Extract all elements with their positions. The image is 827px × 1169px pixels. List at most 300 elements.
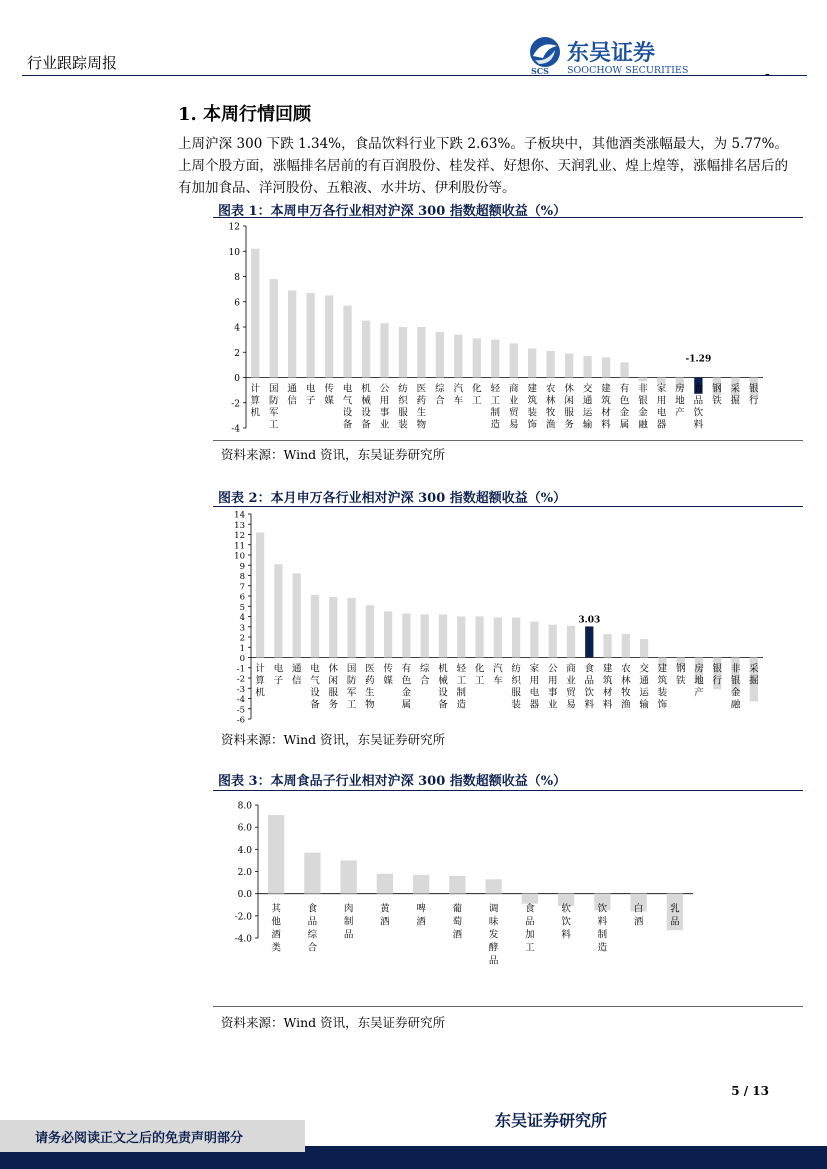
x-tick-label: 融	[638, 419, 648, 431]
bar	[306, 293, 314, 378]
x-tick-label: 饮	[693, 407, 704, 419]
x-tick-label: 料	[601, 419, 611, 431]
footer-org: 东吴证券研究所	[495, 1111, 608, 1130]
y-tick-label: 8	[234, 273, 240, 283]
logo-mark-icon	[530, 37, 560, 67]
bar	[377, 874, 393, 894]
x-tick-label: 料	[602, 699, 613, 711]
y-tick-label: 3	[239, 623, 245, 634]
x-tick-label: 轻	[456, 663, 467, 675]
x-tick-label: 备	[342, 419, 353, 431]
figure-3-bottom-rule	[213, 1006, 803, 1007]
x-tick-label: 织	[398, 395, 408, 407]
x-tick-label: 工	[472, 395, 482, 407]
x-tick-label: 铁	[675, 675, 686, 687]
x-tick-label: 务	[564, 419, 574, 431]
figure-3-source: 资料来源：Wind 资讯，东吴证券研究所	[221, 1015, 446, 1030]
x-tick-label: 渔	[545, 419, 556, 431]
x-tick-label: 属	[619, 419, 630, 431]
x-tick-label: 国	[346, 663, 357, 675]
y-tick-label: 2.0	[237, 868, 252, 878]
bar	[340, 860, 356, 893]
x-tick-label: 汽	[493, 663, 503, 675]
bar	[311, 595, 319, 658]
x-tick-label: 气	[342, 395, 353, 407]
x-tick-label: 电	[305, 383, 316, 395]
x-tick-label: 品	[343, 929, 354, 941]
bar	[547, 351, 555, 378]
x-tick-label: 加	[525, 929, 535, 941]
y-tick-label: 4.0	[237, 845, 252, 856]
bar	[475, 617, 483, 658]
x-tick-label: 业	[379, 419, 390, 431]
bar	[268, 815, 284, 894]
x-tick-label: 造	[456, 699, 467, 711]
x-tick-label: 行	[712, 675, 723, 687]
x-tick-label: 非	[730, 663, 741, 675]
x-tick-label: 车	[453, 395, 464, 407]
x-tick-label: 行	[749, 395, 759, 407]
x-tick-label: 料	[693, 419, 704, 431]
header-dash: -	[765, 66, 770, 82]
x-tick-label: 公	[547, 663, 558, 675]
x-tick-label: 休	[328, 663, 339, 675]
x-tick-label: 电	[342, 383, 353, 395]
x-tick-label: 地	[694, 675, 704, 687]
x-tick-label: 用	[529, 675, 540, 687]
x-tick-label: 品	[488, 955, 499, 967]
x-tick-label: 交	[582, 383, 593, 395]
figure-1-source: 资料来源：Wind 资讯，东吴证券研究所	[221, 447, 446, 462]
bar	[449, 876, 465, 894]
x-tick-label: 合	[307, 942, 318, 954]
bar	[528, 348, 536, 377]
bar	[522, 894, 538, 904]
y-tick-label: 6	[234, 298, 240, 309]
y-tick-label: 0.0	[237, 890, 252, 901]
x-tick-label: 商	[508, 383, 519, 395]
x-tick-label: 药	[416, 395, 427, 407]
x-tick-label: 服	[564, 407, 574, 419]
x-tick-label: 闲	[328, 675, 339, 687]
x-tick-label: 渔	[621, 699, 631, 711]
x-tick-label: 器	[529, 699, 540, 711]
x-tick-label: 类	[271, 942, 281, 954]
x-tick-label: 啤	[416, 903, 426, 915]
bar	[402, 613, 410, 657]
bar	[603, 634, 611, 658]
x-tick-label: 公	[379, 383, 390, 395]
x-tick-label: 白	[633, 903, 644, 915]
x-tick-label: 电	[273, 663, 284, 675]
x-tick-label: 国	[268, 383, 279, 395]
page-number: 5 / 13	[731, 1084, 769, 1098]
x-tick-label: 银	[730, 675, 741, 687]
x-tick-label: 运	[639, 687, 649, 699]
x-tick-label: 银	[638, 395, 648, 407]
bar	[421, 614, 429, 657]
figure-3-chart	[213, 791, 803, 1003]
x-tick-label: 建	[601, 383, 611, 395]
y-tick-label: -5	[236, 705, 245, 716]
x-tick-label: 农	[545, 383, 556, 395]
bar	[639, 378, 647, 382]
logo-cn-text: 东吴证券	[567, 40, 656, 66]
x-tick-label: 筑	[527, 395, 537, 407]
bar	[439, 614, 447, 657]
x-tick-label: 产	[675, 407, 685, 419]
x-tick-label: 他	[271, 916, 281, 928]
x-tick-label: 料	[597, 916, 608, 928]
x-tick-label: 用	[547, 675, 558, 687]
x-tick-label: 媒	[383, 675, 393, 687]
y-tick-label: 11	[234, 541, 245, 552]
x-tick-label: 药	[365, 675, 375, 687]
bar	[454, 335, 462, 378]
x-tick-label: 装	[527, 407, 537, 419]
x-tick-label: 装	[398, 419, 408, 431]
bar	[485, 879, 501, 893]
x-tick-label: 葡	[452, 903, 463, 915]
figure-1-chart	[213, 218, 803, 436]
bar	[251, 249, 259, 378]
x-tick-label: 肉	[343, 903, 354, 915]
data-label: 3.03	[578, 615, 601, 626]
figure-2-source: 资料来源：Wind 资讯，东吴证券研究所	[221, 732, 446, 747]
x-tick-label: 软	[561, 903, 571, 915]
bar	[567, 626, 575, 658]
bar	[329, 597, 337, 657]
data-label: -1.29	[685, 354, 712, 365]
x-tick-label: 融	[730, 699, 741, 711]
x-tick-label: 输	[639, 699, 649, 711]
y-tick-label: 8	[239, 572, 245, 582]
x-tick-label: 合	[435, 395, 445, 407]
x-tick-label: 乳	[670, 903, 680, 915]
x-tick-label: 林	[545, 395, 556, 407]
x-tick-label: 物	[416, 419, 427, 431]
x-tick-label: 防	[268, 395, 279, 407]
x-tick-label: 气	[310, 675, 320, 687]
x-tick-label: 综	[307, 929, 318, 941]
y-tick-label: -2	[236, 674, 245, 685]
x-tick-label: 钢	[712, 383, 722, 395]
x-tick-label: 信	[291, 675, 302, 687]
x-tick-label: 非	[638, 383, 648, 395]
figure-1-bottom-rule	[213, 440, 803, 441]
x-tick-label: 调	[488, 903, 499, 915]
bar	[274, 564, 282, 657]
bar	[256, 532, 264, 657]
x-tick-label: 掘	[730, 395, 741, 407]
x-tick-label: 易	[566, 699, 576, 711]
bar	[436, 332, 444, 377]
x-tick-label: 医	[416, 383, 427, 395]
x-tick-label: 味	[488, 916, 499, 928]
x-tick-label: 物	[365, 699, 375, 711]
x-tick-label: 有	[619, 383, 630, 395]
x-tick-label: 房	[694, 663, 704, 675]
y-tick-label: -3	[236, 684, 245, 695]
x-tick-label: 装	[657, 687, 668, 699]
x-tick-label: 饮	[584, 687, 595, 699]
figure-3-title: 图表 3：本周食品子行业相对沪深 300 指数超额收益（%）	[218, 774, 567, 789]
bar	[343, 306, 351, 378]
x-tick-label: 制	[343, 916, 354, 928]
x-tick-label: 设	[342, 407, 353, 419]
header-divider	[22, 75, 807, 76]
x-tick-label: 牧	[545, 407, 556, 419]
x-tick-label: 机	[250, 407, 260, 419]
x-tick-label: 酒	[633, 916, 644, 928]
bar	[270, 279, 278, 377]
x-tick-label: 织	[511, 675, 521, 687]
y-tick-label: -2	[231, 399, 240, 410]
x-tick-label: 制	[490, 407, 501, 419]
x-tick-label: 易	[508, 419, 519, 431]
bar	[549, 625, 557, 658]
figure-2-chart	[213, 507, 803, 725]
x-tick-label: 铁	[712, 395, 722, 407]
x-tick-label: 服	[511, 687, 521, 699]
x-tick-label: 运	[582, 407, 593, 419]
x-tick-label: 机	[361, 383, 371, 395]
logo-mark-text: SCS	[531, 66, 549, 76]
x-tick-label: 机	[438, 663, 448, 675]
x-tick-label: 饰	[657, 699, 668, 711]
x-tick-label: 工	[456, 675, 467, 687]
report-type-title: 行业跟踪周报	[27, 54, 118, 72]
x-tick-label: 房	[675, 383, 685, 395]
x-tick-label: 媒	[324, 395, 334, 407]
x-tick-label: 农	[621, 663, 631, 675]
x-tick-label: 车	[493, 675, 503, 687]
x-tick-label: 产	[694, 687, 704, 699]
x-tick-label: 金	[401, 687, 412, 699]
x-tick-label: 设	[361, 407, 371, 419]
x-tick-label: 通	[582, 395, 593, 407]
x-tick-label: 生	[416, 407, 427, 419]
x-tick-label: 轻	[490, 383, 501, 395]
x-tick-label: 造	[490, 419, 501, 431]
bar	[366, 605, 374, 657]
y-tick-label: 1	[239, 643, 245, 654]
x-tick-label: 服	[328, 687, 339, 699]
x-tick-label: 算	[250, 395, 260, 407]
y-tick-label: 0	[234, 374, 240, 384]
x-tick-label: 子	[305, 395, 316, 407]
x-tick-label: 业	[508, 395, 519, 407]
bar	[347, 598, 355, 657]
footer-disclaimer: 请务必阅读正文之后的免责声明部分	[35, 1131, 244, 1146]
y-tick-label: -4	[236, 695, 245, 705]
x-tick-label: 酒	[452, 929, 463, 941]
x-tick-label: 银	[749, 383, 759, 395]
x-tick-label: 品	[693, 395, 704, 407]
x-tick-label: 交	[639, 663, 649, 675]
y-tick-label: 2	[234, 348, 240, 359]
y-tick-label: 6	[239, 592, 245, 603]
x-tick-label: 信	[287, 395, 297, 407]
section-paragraph: 上周沪深 300 下跌 1.34%，食品饮料行业下跌 2.63%。子板块中，其他酒类涨幅最大，为 5.77%。上周个股方面，涨幅排名居前的有百润股份、桂发祥、好想你、天润乳业、煌上煌等，涨幅排名居后的有加加食品、洋河股份、五粮液、水井坊、伊利股份等。	[178, 136, 788, 196]
bar	[622, 634, 630, 658]
x-tick-label: 饰	[527, 419, 537, 431]
bar	[510, 343, 518, 377]
y-tick-label: 10	[228, 247, 240, 258]
x-tick-label: 化	[472, 383, 482, 395]
x-tick-label: 食	[584, 663, 595, 675]
bar	[325, 295, 333, 377]
x-tick-label: 属	[401, 699, 412, 711]
x-tick-label: 酒	[271, 929, 281, 941]
y-tick-label: 13	[234, 520, 245, 531]
x-tick-label: 萄	[452, 916, 463, 928]
bar	[288, 290, 296, 377]
bar	[380, 323, 388, 377]
y-tick-label: -4	[231, 424, 240, 435]
y-tick-label: 7	[239, 582, 245, 593]
x-tick-label: 贸	[508, 407, 519, 419]
y-tick-label: 12	[228, 222, 240, 233]
x-tick-label: 采	[730, 383, 741, 395]
x-tick-label: 饮	[597, 903, 608, 915]
x-tick-label: 食	[307, 903, 318, 915]
x-tick-label: 机	[255, 687, 265, 699]
x-tick-label: 备	[361, 419, 371, 431]
x-tick-label: 通	[291, 663, 302, 675]
x-tick-label: 有	[401, 663, 412, 675]
x-tick-label: 服	[398, 407, 408, 419]
x-tick-label: 电	[310, 663, 320, 675]
bar	[304, 853, 320, 894]
x-tick-label: 纺	[398, 383, 408, 395]
x-tick-label: 闲	[564, 395, 574, 407]
x-tick-label: 事	[547, 687, 558, 699]
bar	[620, 362, 628, 377]
x-tick-label: 金	[730, 687, 741, 699]
x-tick-label: 采	[749, 663, 759, 675]
x-tick-label: 制	[597, 929, 608, 941]
x-tick-label: 计	[250, 383, 260, 395]
bar	[384, 611, 392, 657]
x-tick-label: 建	[527, 383, 537, 395]
bar	[362, 321, 370, 378]
x-tick-label: 电	[656, 407, 667, 419]
x-tick-label: 工	[525, 942, 535, 954]
bar	[494, 618, 502, 658]
x-tick-label: 商	[566, 663, 576, 675]
x-tick-label: 银	[712, 663, 723, 675]
x-tick-label: 家	[656, 383, 667, 395]
x-tick-label: 设	[310, 687, 320, 699]
bar	[413, 875, 429, 894]
x-tick-label: 器	[656, 419, 667, 431]
bar	[530, 622, 538, 658]
y-tick-label: 10	[234, 551, 245, 562]
y-tick-label: 8.0	[237, 801, 252, 812]
x-tick-label: 发	[488, 929, 499, 941]
x-tick-label: 传	[383, 663, 393, 675]
x-tick-label: 备	[438, 699, 448, 711]
bar	[583, 356, 591, 377]
x-tick-label: 化	[474, 663, 485, 675]
x-tick-label: 生	[365, 687, 375, 699]
x-tick-label: 用	[656, 395, 667, 407]
x-tick-label: 材	[601, 407, 611, 419]
y-tick-label: 12	[234, 531, 245, 541]
x-tick-label: 掘	[749, 675, 759, 687]
x-tick-label: 汽	[453, 383, 464, 395]
x-tick-label: 计	[255, 663, 265, 675]
section-title: 1. 本周行情回顾	[178, 104, 312, 125]
x-tick-label: 贸	[566, 687, 576, 699]
x-tick-label: 传	[324, 383, 334, 395]
x-tick-label: 建	[657, 663, 668, 675]
x-tick-label: 饮	[561, 916, 571, 928]
x-tick-label: 工	[346, 699, 357, 711]
x-tick-label: 装	[511, 699, 521, 711]
x-tick-label: 工	[268, 419, 279, 431]
x-tick-label: 备	[310, 699, 320, 711]
x-tick-label: 造	[597, 942, 608, 954]
x-tick-label: 通	[287, 383, 297, 395]
bar	[512, 618, 520, 658]
x-tick-label: 制	[456, 687, 467, 699]
x-tick-label: 综	[419, 663, 430, 675]
bar	[602, 357, 610, 377]
bar	[293, 573, 301, 657]
x-tick-label: 军	[346, 687, 357, 699]
x-tick-label: 用	[379, 395, 390, 407]
bar	[417, 327, 425, 378]
x-tick-label: 业	[547, 699, 558, 711]
x-tick-label: 钢	[675, 663, 686, 675]
soochow-securities-logo	[527, 36, 727, 76]
x-tick-label: 酒	[416, 916, 426, 928]
x-tick-label: 食	[525, 903, 535, 915]
x-tick-label: 筑	[657, 675, 668, 687]
y-tick-label: -4.0	[234, 934, 252, 945]
x-tick-label: 建	[602, 663, 613, 675]
x-tick-label: 输	[582, 419, 593, 431]
y-tick-label: 0	[239, 654, 245, 664]
bar	[640, 639, 648, 657]
x-tick-label: 料	[584, 699, 595, 711]
y-tick-label: 2	[239, 633, 245, 644]
x-tick-label: 家	[529, 663, 540, 675]
x-tick-label: 酵	[488, 942, 499, 954]
x-tick-label: 通	[639, 675, 649, 687]
y-tick-label: 6.0	[237, 823, 252, 834]
x-tick-label: 品	[670, 916, 680, 928]
bar	[399, 327, 407, 378]
x-tick-label: 工	[490, 395, 501, 407]
x-tick-label: 酒	[380, 916, 390, 928]
x-tick-label: 业	[566, 675, 576, 687]
x-tick-label: 务	[328, 699, 339, 711]
x-tick-label: 事	[379, 407, 390, 419]
x-tick-label: 色	[619, 395, 630, 407]
y-tick-label: 4	[234, 323, 240, 334]
x-tick-label: 工	[474, 675, 485, 687]
x-tick-label: 械	[438, 675, 448, 687]
figure-2-title: 图表 2：本月申万各行业相对沪深 300 指数超额收益（%）	[218, 491, 567, 506]
x-tick-label: 品	[525, 916, 535, 928]
x-tick-label: 械	[361, 395, 371, 407]
x-tick-label: 综	[435, 383, 445, 395]
logo-en-text: SOOCHOW SECURITIES	[567, 65, 689, 76]
x-tick-label: 品	[307, 916, 318, 928]
